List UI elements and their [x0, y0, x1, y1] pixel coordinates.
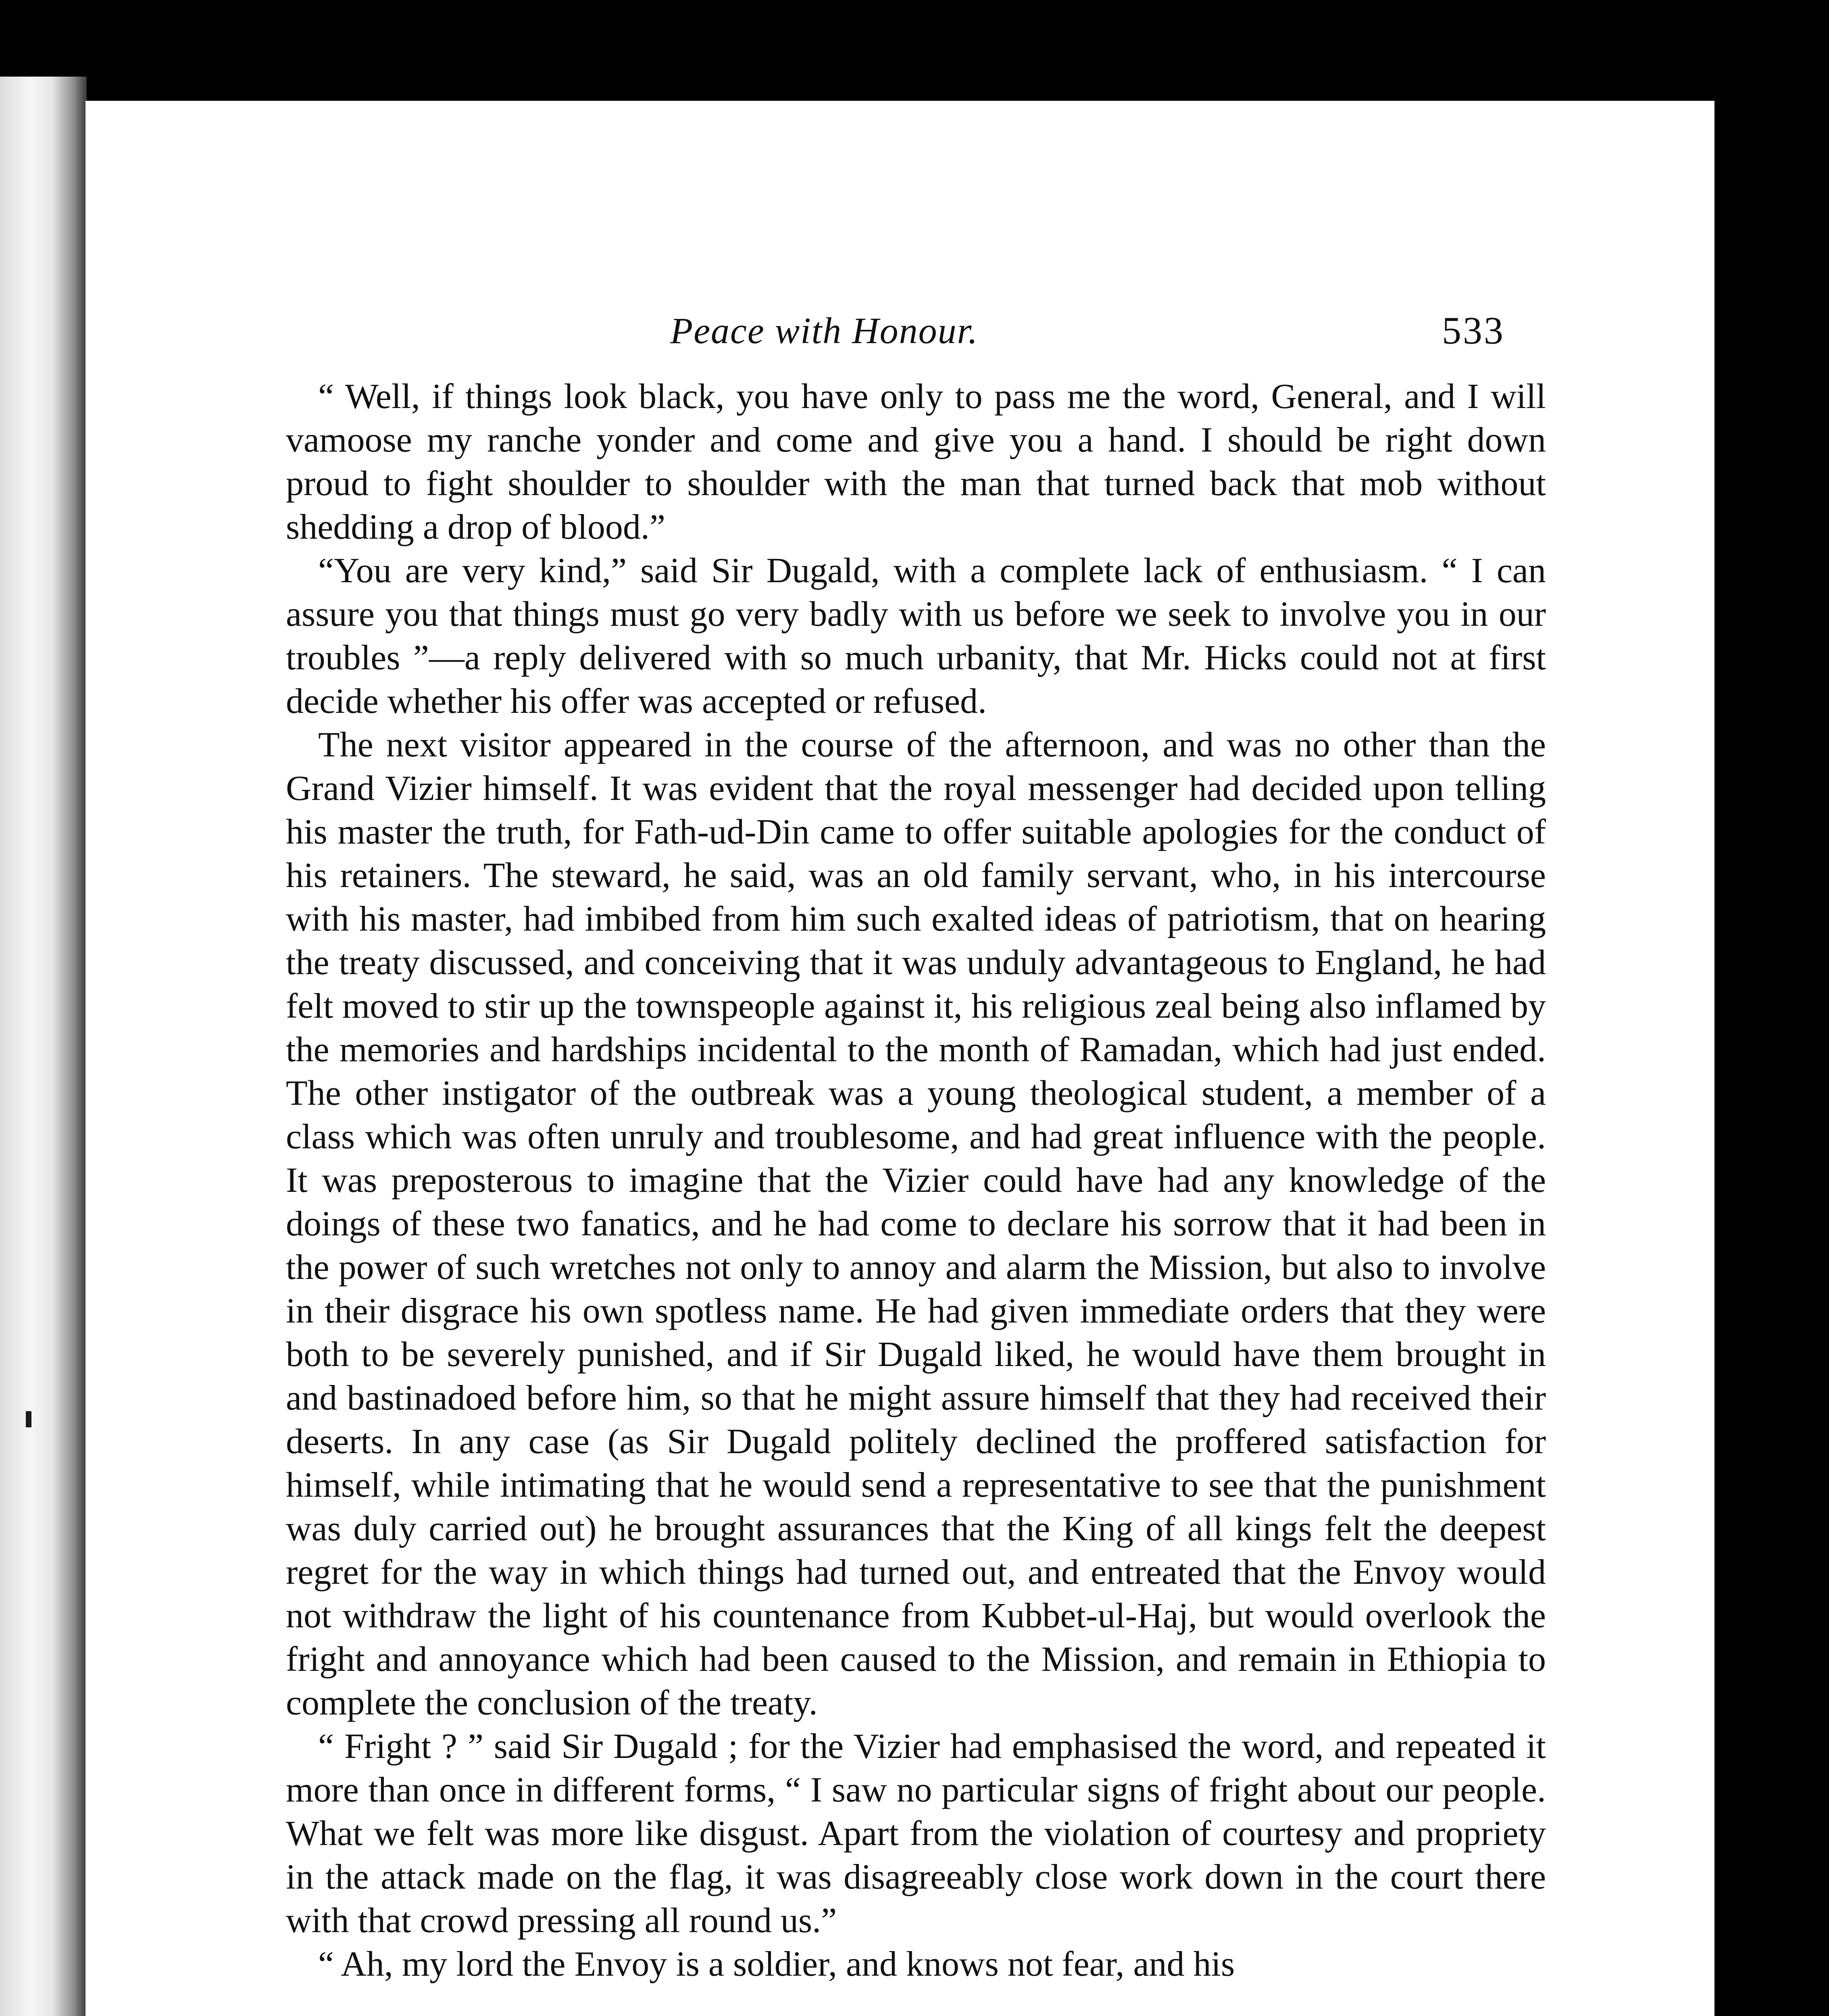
- book-page: [85, 101, 1714, 2016]
- scan-speck: [26, 1411, 31, 1427]
- paragraph: The next visitor appeared in the course of the afternoon, and was no other than the Grand Vizier himself. It was evident that the royal messenger had decided upon telling his master the truth, for Fath-ud-Din came to offer suitable apologies for the conduct of his retainers. The steward, he said, was an old family servant, who, in his intercourse with his master, had imbibed from him such exalted ideas of patriotism, that on hearing the treaty discussed, and conceiving that it was unduly advantageous to England, he had felt moved to stir up the townspeople against it, his religious zeal being also inflamed by the memories and hardships incidental to the month of Ramadan, which had just ended. The other instigator of the outbreak was a young theological student, a member of a class which was often unruly and troublesome, and had great influence with the people. It was preposterous to imagine that the Vizier could have had any knowledge of the doings of these two fanatics, and he had come to declare his sorrow that it had been in the power of such wretches not only to annoy and alarm the Mission, but also to involve in their disgrace his own spotless name. He had given immediate orders that they were both to be severely punished, and if Sir Dugald liked, he would have them brought in and bastinadoed before him, so that he might assure himself that they had received their deserts. In any case (as Sir Dugald politely declined the proffered satisfaction for himself, while intimating that he would send a representative to see that the punishment was duly carried out) he brought assurances that the King of all kings felt the deepest regret for the way in which things had turned out, and entreated that the Envoy would not withdraw the light of his countenance from Kubbet-ul-Haj, but would overlook the fright and annoyance which had been caused to the Mission, and remain in Ethiopia to complete the conclusion of the treaty.: [286, 725, 1546, 1722]
- running-head: [85, 306, 1505, 355]
- paragraph: “You are very kind,” said Sir Dugald, with a complete lack of enthusiasm. “ I can assure you that things must go very badly with us before we seek to involve you in our troubles ”—a reply delivered with so much urbanity, that Mr. Hicks could not at first decide whether his offer was accepted or refused.: [286, 551, 1546, 721]
- book-spine-edge: [0, 77, 87, 2016]
- body-text: [286, 375, 1546, 1986]
- paragraph: “ Fright ? ” said Sir Dugald ; for the Vizier had emphasised the word, and repeated it more than once in different forms, “ I saw no particular signs of fright about our people. What we felt was more like disgust. Apart from the violation of courtesy and propriety in the attack made on the flag, it was disagreeably close work down in the court there with that crowd pressing all round us.”: [286, 1727, 1546, 1940]
- paragraph: “ Well, if things look black, you have only to pass me the word, General, and I will vamoose my ranche yonder and come and give you a hand. I should be right down proud to fight shoulder to shoulder with the man that turned back that mob without shedding a drop of blood.”: [286, 377, 1546, 547]
- page-number: 533: [1442, 309, 1505, 352]
- paragraph: “ Ah, my lord the Envoy is a soldier, and knows not fear, and his: [318, 1945, 1235, 1984]
- running-head-title: Peace with Honour.: [670, 310, 979, 351]
